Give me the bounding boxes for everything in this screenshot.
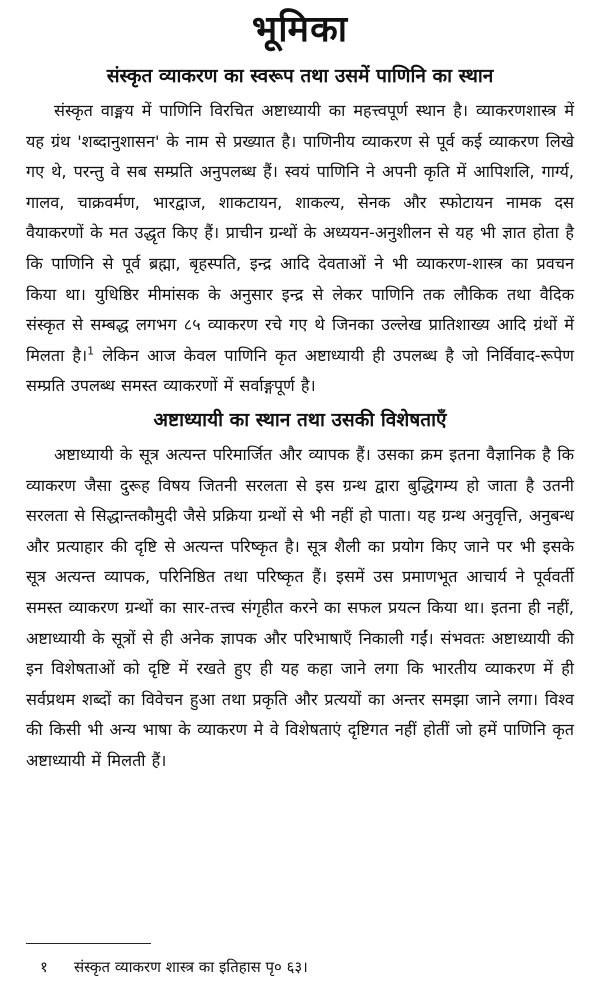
- paragraph-sanskrit-grammar: [26, 96, 574, 402]
- footnote-number: १: [40, 958, 48, 976]
- paragraph-ashtadhyayi: अष्टाध्यायी के सूत्र अत्यन्त परिमार्जित और व्यापक हैं। उसका क्रम इतना वैज्ञानिक है कि व्याकरण जैसा दुरूह विषय जितनी सरलता से इस ग्रन्थ द्वारा बुद्धिगम्य हो जाता है उतनी सरलता से सिद्धान्तकौमुदी जैसे प्रक्रिया ग्रन्थों से भी नहीं हो पाता। यह ग्रन्थ अनुवृत्ति, अनुबन्ध और प्रत्याहार की दृष्टि से अत्यन्त परिष्कृत है। सूत्र शैली का प्रयोग किए जाने पर भी इसके सूत्र अत्यन्त व्यापक, परिनिष्ठित तथा परिष्कृत हैं। इसमें उस प्रमाणभूत आचार्य ने पूर्ववर्ती समस्त व्याकरण ग्रन्थों का सार-तत्त्व संगृहीत करने का सफल प्रयत्न किया था। इतना ही नहीं, अष्टाध्यायी के सूत्रों से ही अनेक ज्ञापक और परिभाषाएँ निकाली गईं। संभवतः अष्टाध्यायी की इन विशेषताओं को दृष्टि में रखते हुए ही यह कहा जाने लगा कि भारतीय व्याकरण में ही सर्वप्रथम शब्दों का विवेचन हुआ तथा प्रकृति और प्रत्ययों का अन्तर समझा जाने लगा। विश्व की किसी भी अन्य भाषा के व्याकरण मे वे विशेषताएं दृष्टिगत नहीं होतीं जो हमें पाणिनि कृत अष्टाध्यायी में मिलती हैं।: [26, 444, 574, 770]
- page-title: भूमिका: [251, 9, 349, 50]
- paragraph-main-text: संस्कृत वाङ्मय में पाणिनि विरचित अष्टाध्यायी का महत्त्वपूर्ण स्थान है। व्याकरणशास्त्र में यह ग्रंथ 'शब्दानुशासन' के नाम से प्रख्यात है। पाणिनीय व्याकरण से पूर्व कई व्याकरण लिखे गए थे, परन्तु वे सब सम्प्रति अनुपलब्ध हैं। स्वयं पाणिनि ने अपनी कृति में आपिशलि, गार्ग्य, गालव, चाक्रवर्मण, भारद्वाज, शाकटायन, शाकल्य, सेनक और स्फोटायन नामक दस वैयाकरणों के मत उद्धृत किए हैं। प्राचीन ग्रन्थों के अध्ययन-अनुशीलन से यह भी ज्ञात होता है कि पाणिनि से पूर्व ब्रह्मा, बृहस्पति, इन्द्र आदि देवताओं ने भी व्याकरण-शास्त्र का प्रवचन किया था। युधिष्ठिर मीमांसक के अनुसार इन्द्र से लेकर पाणिनि तक लौकिक तथा वैदिक संस्कृत से सम्बद्ध लगभग ८५ व्याकरण रचे गए थे जिनका उल्लेख प्रातिशाख्य आदि ग्रंथों में मिलता है।: [26, 101, 574, 365]
- footnote-divider: [26, 943, 151, 944]
- footnote: [40, 955, 308, 979]
- paragraph-tail-text: लेकिन आज केवल पाणिनि कृत अष्टाध्यायी ही उपलब्ध है जो निर्विवाद-रूपेण सम्प्रति उपलब्ध समस्त व्याकरणों में सर्वाङ्गपूर्ण है।: [26, 345, 574, 396]
- footnote-text: संस्कृत व्याकरण शास्त्र का इतिहास पृ० ६३।: [74, 958, 308, 976]
- footnote-marker: 1: [87, 344, 95, 358]
- section-heading-ashtadhyayi: अष्टाध्यायी का स्थान तथा उसकी विशेषताएँ: [153, 408, 447, 431]
- section-heading-sanskrit-grammar: संस्कृत व्याकरण का स्वरूप तथा उसमें पाणिनि का स्थान: [106, 65, 494, 87]
